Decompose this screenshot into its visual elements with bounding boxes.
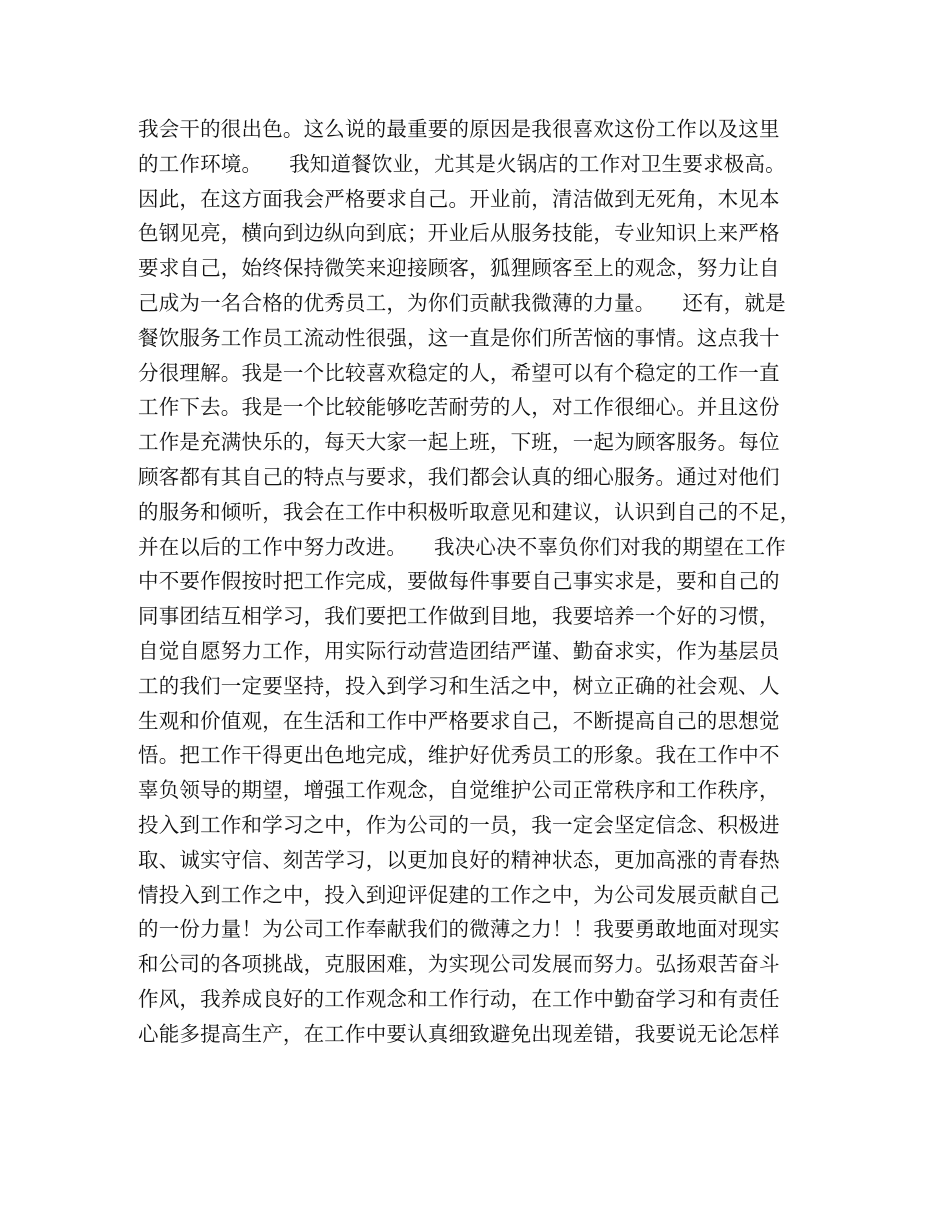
text-line: 生观和价值观，在生活和工作中严格要求自己，不断提高自己的思想觉 <box>138 708 780 733</box>
text-line: 心能多提高生产，在工作中要认真细致避免出现差错，我要说无论怎样 <box>138 1021 780 1046</box>
text-line: 工作下去。我是一个比较能够吃苦耐劳的人，对工作很细心。并且这份 <box>138 395 780 420</box>
text-line: 餐饮服务工作员工流动性很强，这一直是你们所苦恼的事情。这点我十 <box>138 325 780 350</box>
text-line: 投入到工作和学习之中，作为公司的一员，我一定会坚定信念、积极进 <box>138 812 780 837</box>
text-line: 并在以后的工作中努力改进。 我决心决不辜负你们对我的期望在工作 <box>138 534 786 559</box>
body-text <box>138 112 828 1052</box>
text-line: 作风，我养成良好的工作观念和工作行动，在工作中勤奋学习和有责任 <box>138 986 780 1011</box>
text-line: 自觉自愿努力工作，用实际行动营造团结严谨、勤奋求实，作为基层员 <box>138 638 780 663</box>
text-line: 色钢见亮，横向到边纵向到底；开业后从服务技能，专业知识上来严格 <box>138 221 780 246</box>
text-line: 我会干的很出色。这么说的最重要的原因是我很喜欢这份工作以及这里 <box>138 117 780 141</box>
text-line: 要求自己，始终保持微笑来迎接顾客，狐狸顾客至上的观念，努力让自 <box>138 256 780 281</box>
text-line: 的工作环境。 我知道餐饮业，尤其是火锅店的工作对卫生要求极高。 <box>138 151 786 176</box>
text-line: 工的我们一定要坚持，投入到学习和生活之中，树立正确的社会观、人 <box>138 673 780 698</box>
text-line: 情投入到工作之中，投入到迎评促建的工作之中，为公司发展贡献自己 <box>138 882 780 907</box>
text-line: 因此，在这方面我会严格要求自己。开业前，清洁做到无死角，木见本 <box>138 186 780 211</box>
text-line: 的一份力量！为公司工作奉献我们的微薄之力！！我要勇敢地面对现实 <box>138 917 780 942</box>
text-line: 和公司的各项挑战，克服困难，为实现公司发展而努力。弘扬艰苦奋斗 <box>138 952 780 977</box>
text-line: 工作是充满快乐的，每天大家一起上班，下班，一起为顾客服务。每位 <box>138 430 780 455</box>
text-line: 中不要作假按时把工作完成，要做每件事要自己事实求是，要和自己的 <box>138 569 780 594</box>
text-line: 取、诚实守信、刻苦学习，以更加良好的精神状态，更加高涨的青春热 <box>138 847 780 872</box>
text-line: 同事团结互相学习，我们要把工作做到目地，我要培养一个好的习惯， <box>138 604 780 629</box>
text-line: 己成为一名合格的优秀员工，为你们贡献我微薄的力量。 还有，就是 <box>138 290 786 315</box>
text-line: 顾客都有其自己的特点与要求，我们都会认真的细心服务。通过对他们 <box>138 464 780 489</box>
text-line: 悟。把工作干得更出色地完成，维护好优秀员工的形象。我在工作中不 <box>138 743 780 768</box>
text-line: 分很理解。我是一个比较喜欢稳定的人，希望可以有个稳定的工作一直 <box>138 360 780 385</box>
text-line: 的服务和倾听，我会在工作中积极听取意见和建议，认识到自己的不足， <box>138 499 801 524</box>
text-line: 辜负领导的期望，增强工作观念，自觉维护公司正常秩序和工作秩序， <box>138 778 780 803</box>
